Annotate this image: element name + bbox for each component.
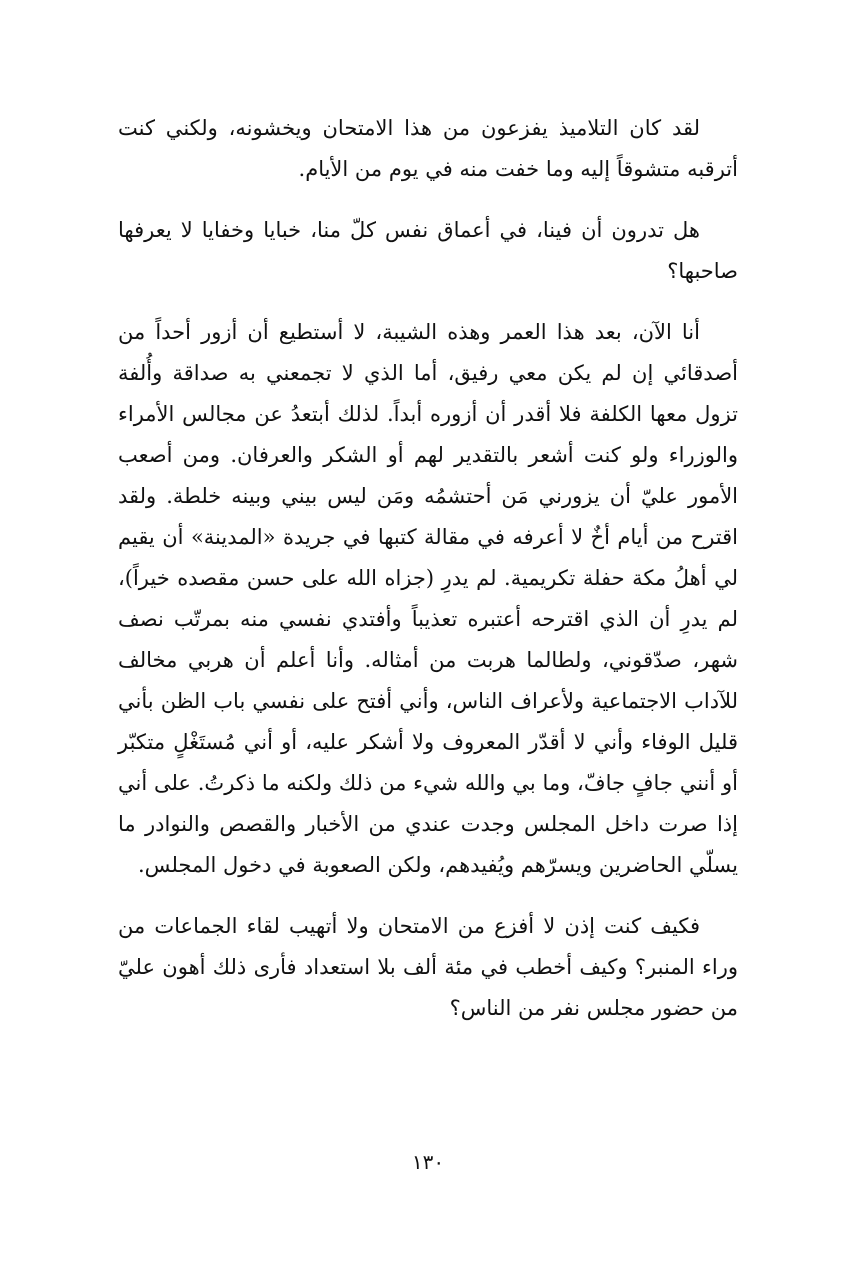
body-text (118, 108, 738, 1049)
paragraph-4: فكيف كنت إذن لا أفزع من الامتحان ولا أتهيب لقاء الجماعات من وراء المنبر؟ وكيف أخطب في مئة ألف بلا استعداد فأرى ذلك أهون عليّ من حضور مجلس نفر من الناس؟ (118, 914, 738, 1020)
paragraph-2: هل تدرون أن فينا، في أعماق نفس كلّ منا، خبايا وخفايا لا يعرفها صاحبها؟ (118, 218, 738, 283)
paragraph-3: أنا الآن، بعد هذا العمر وهذه الشيبة، لا أستطيع أن أزور أحداً من أصدقائي إن لم يكن معي رفيق، أما الذي لا تجمعني به صداقة وأُلفة تزول معها الكلفة فلا أقدر أن أزوره أبداً. لذلك أبتعدُ عن مجالس الأمراء والوزراء ولو كنت أشعر بالتقدير لهم أو الشكر والعرفان. ومن أصعب الأمور عليّ أن يزورني مَن أحتشمُه ومَن ليس بيني وبينه خلطة. ولقد اقترح من أيام أخٌ لا أعرفه في مقالة كتبها في جريدة «المدينة» أن يقيم لي أهلُ مكة حفلة تكريمية. لم يدرِ (جزاه الله على حسن مقصده خيراً)، لم يدرِ أن الذي اقترحه أعتبره تعذيباً وأفتدي نفسي منه بمرتّب نصف شهر، صدّقوني، ولطالما هربت من أمثاله. وأنا أعلم أن هربي مخالف للآداب الاجتماعية ولأعراف الناس، وأني أفتح على نفسي باب الظن بأني قليل الوفاء وأني لا أقدّر المعروف ولا أشكر عليه، أو أني مُستَغْلٍ متكبّر أو أنني جافٍ جافّ، وما بي والله شيء من ذلك ولكنه ما ذكرتُ. على أني إذا صرت داخل المجلس وجدت عندي من الأخبار والقصص والنوادر ما يسلّي الحاضرين ويسرّهم ويُفيدهم، ولكن الصعوبة في دخول المجلس. (118, 320, 738, 877)
paragraph-1: لقد كان التلاميذ يفزعون من هذا الامتحان ويخشونه، ولكني كنت أترقبه متشوقاً إليه وما خفت منه في يوم من الأيام. (118, 116, 738, 181)
page-number: ١٣٠ (411, 1150, 445, 1174)
